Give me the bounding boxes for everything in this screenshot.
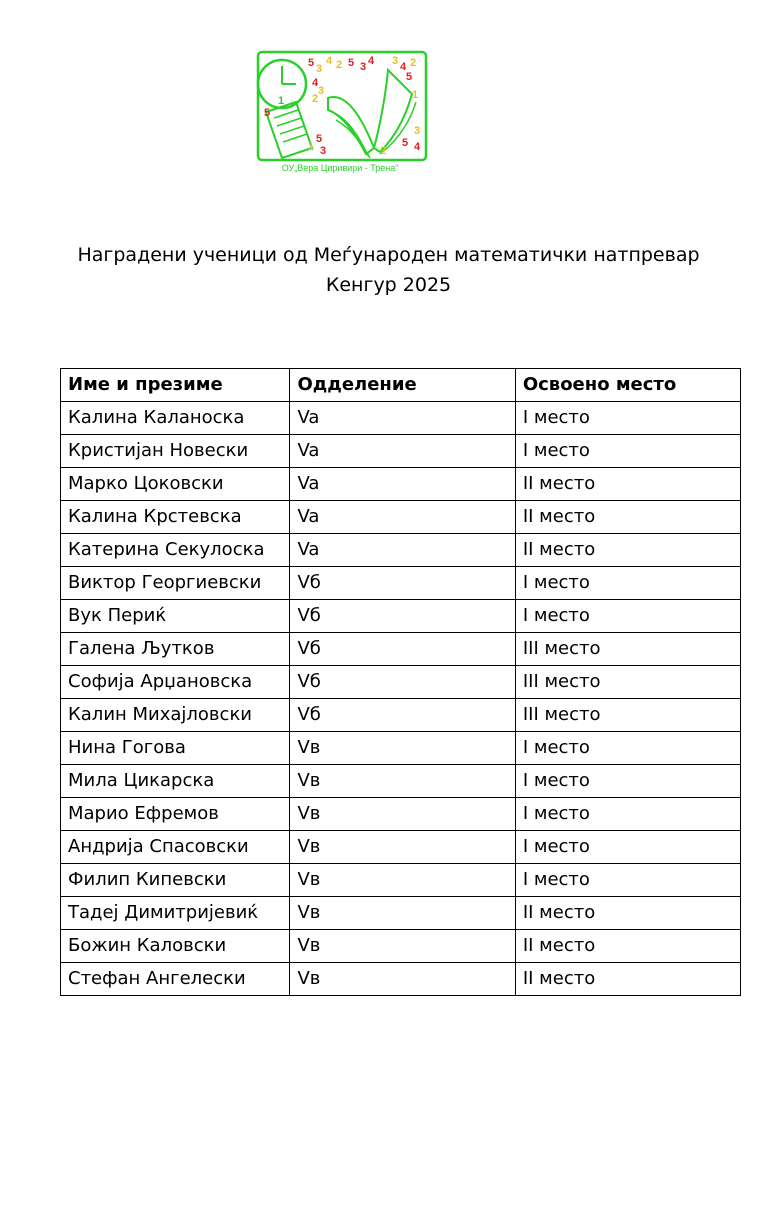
cell-place: I место — [515, 831, 740, 864]
cell-grade: Vв — [290, 765, 515, 798]
svg-text:5: 5 — [348, 57, 355, 69]
svg-text:3: 3 — [318, 85, 325, 97]
table-row — [61, 666, 741, 699]
table-row — [61, 501, 741, 534]
cell-grade: Va — [290, 402, 515, 435]
table-row — [61, 765, 741, 798]
cell-grade: Vв — [290, 732, 515, 765]
cell-name: Калина Каланоска — [61, 402, 290, 435]
table-row — [61, 930, 741, 963]
svg-text:3: 3 — [320, 145, 327, 157]
table-row — [61, 600, 741, 633]
cell-grade: Vб — [290, 567, 515, 600]
cell-name: Филип Кипевски — [61, 864, 290, 897]
cell-grade: Vб — [290, 600, 515, 633]
table-row — [61, 864, 741, 897]
title-line-2: Кенгур 2025 — [325, 274, 452, 296]
svg-text:1: 1 — [412, 89, 419, 101]
cell-grade: Vв — [290, 963, 515, 996]
svg-text:5: 5 — [316, 133, 323, 145]
svg-text:1: 1 — [308, 141, 315, 153]
cell-place: II место — [515, 534, 740, 567]
cell-place: I место — [515, 402, 740, 435]
cell-place: II место — [515, 897, 740, 930]
cell-name: Нина Гогова — [61, 732, 290, 765]
svg-text:1: 1 — [278, 95, 285, 107]
cell-place: I место — [515, 798, 740, 831]
cell-place: I место — [515, 567, 740, 600]
cell-name: Катерина Секулоска — [61, 534, 290, 567]
cell-name: Стефан Ангелески — [61, 963, 290, 996]
table-row — [61, 402, 741, 435]
svg-text:5: 5 — [264, 107, 271, 119]
cell-place: I место — [515, 765, 740, 798]
cell-grade: Vб — [290, 666, 515, 699]
table-row — [61, 831, 741, 864]
school-logo — [256, 50, 428, 180]
cell-grade: Vв — [290, 831, 515, 864]
paper-icon — [266, 102, 315, 158]
table-row — [61, 897, 741, 930]
cell-grade: Vб — [290, 699, 515, 732]
svg-text:2: 2 — [410, 57, 417, 69]
table-row — [61, 798, 741, 831]
svg-text:3: 3 — [360, 61, 367, 73]
cell-grade: Vв — [290, 798, 515, 831]
svg-text:2: 2 — [380, 145, 387, 157]
cell-name: Тадеј Димитријевиќ — [61, 897, 290, 930]
table-row — [61, 567, 741, 600]
cell-name: Мила Цикарска — [61, 765, 290, 798]
cell-name: Марко Цоковски — [61, 468, 290, 501]
cell-place: I место — [515, 600, 740, 633]
svg-text:3: 3 — [316, 63, 323, 75]
table-row — [61, 468, 741, 501]
cell-place: I место — [515, 864, 740, 897]
cell-name: Кристијан Новески — [61, 435, 290, 468]
svg-text:4: 4 — [312, 77, 319, 89]
svg-text:5: 5 — [402, 137, 409, 149]
svg-text:4: 4 — [326, 55, 333, 67]
awards-table — [60, 368, 741, 996]
cell-name: Виктор Георгиевски — [61, 567, 290, 600]
table-row — [61, 699, 741, 732]
cell-grade: Va — [290, 468, 515, 501]
cell-name: Марио Ефремов — [61, 798, 290, 831]
header-name: Име и презиме — [61, 369, 290, 402]
cell-grade: Vв — [290, 864, 515, 897]
cell-place: II место — [515, 930, 740, 963]
cell-name: Софија Арџановска — [61, 666, 290, 699]
cell-grade: Vв — [290, 930, 515, 963]
cell-name: Божин Каловски — [61, 930, 290, 963]
logo-caption: ОУ„Вера Циривири - Трена“ — [281, 163, 399, 173]
svg-text:4: 4 — [414, 141, 421, 153]
cell-place: II место — [515, 963, 740, 996]
cell-place: III место — [515, 666, 740, 699]
cell-place: II место — [515, 501, 740, 534]
cell-place: III место — [515, 699, 740, 732]
cell-name: Галена Љутков — [61, 633, 290, 666]
table-row — [61, 633, 741, 666]
svg-text:2: 2 — [312, 93, 319, 105]
svg-text:5: 5 — [406, 71, 413, 83]
cell-grade: Va — [290, 534, 515, 567]
svg-text:3: 3 — [392, 55, 399, 67]
cell-grade: Vб — [290, 633, 515, 666]
cell-name: Калина Крстевска — [61, 501, 290, 534]
table-row — [61, 435, 741, 468]
table-header-row — [61, 369, 741, 402]
table-row — [61, 963, 741, 996]
title-line-1: Наградени ученици од Меѓународен математички натпревар — [77, 244, 700, 266]
cell-grade: Va — [290, 435, 515, 468]
table-row — [61, 534, 741, 567]
svg-text:4: 4 — [400, 61, 407, 73]
cell-place: II место — [515, 468, 740, 501]
cell-place: I место — [515, 732, 740, 765]
cell-name: Вук Периќ — [61, 600, 290, 633]
cell-place: I место — [515, 435, 740, 468]
svg-text:3: 3 — [414, 125, 421, 137]
svg-text:4: 4 — [368, 55, 375, 67]
page-title — [0, 240, 777, 300]
cell-name: Андрија Спасовски — [61, 831, 290, 864]
header-place: Освоено место — [515, 369, 740, 402]
cell-place: III место — [515, 633, 740, 666]
svg-text:2: 2 — [336, 59, 343, 71]
header-grade: Одделение — [290, 369, 515, 402]
cell-name: Калин Михајловски — [61, 699, 290, 732]
cell-grade: Va — [290, 501, 515, 534]
cell-grade: Vв — [290, 897, 515, 930]
table-row — [61, 732, 741, 765]
svg-text:5: 5 — [308, 57, 315, 69]
